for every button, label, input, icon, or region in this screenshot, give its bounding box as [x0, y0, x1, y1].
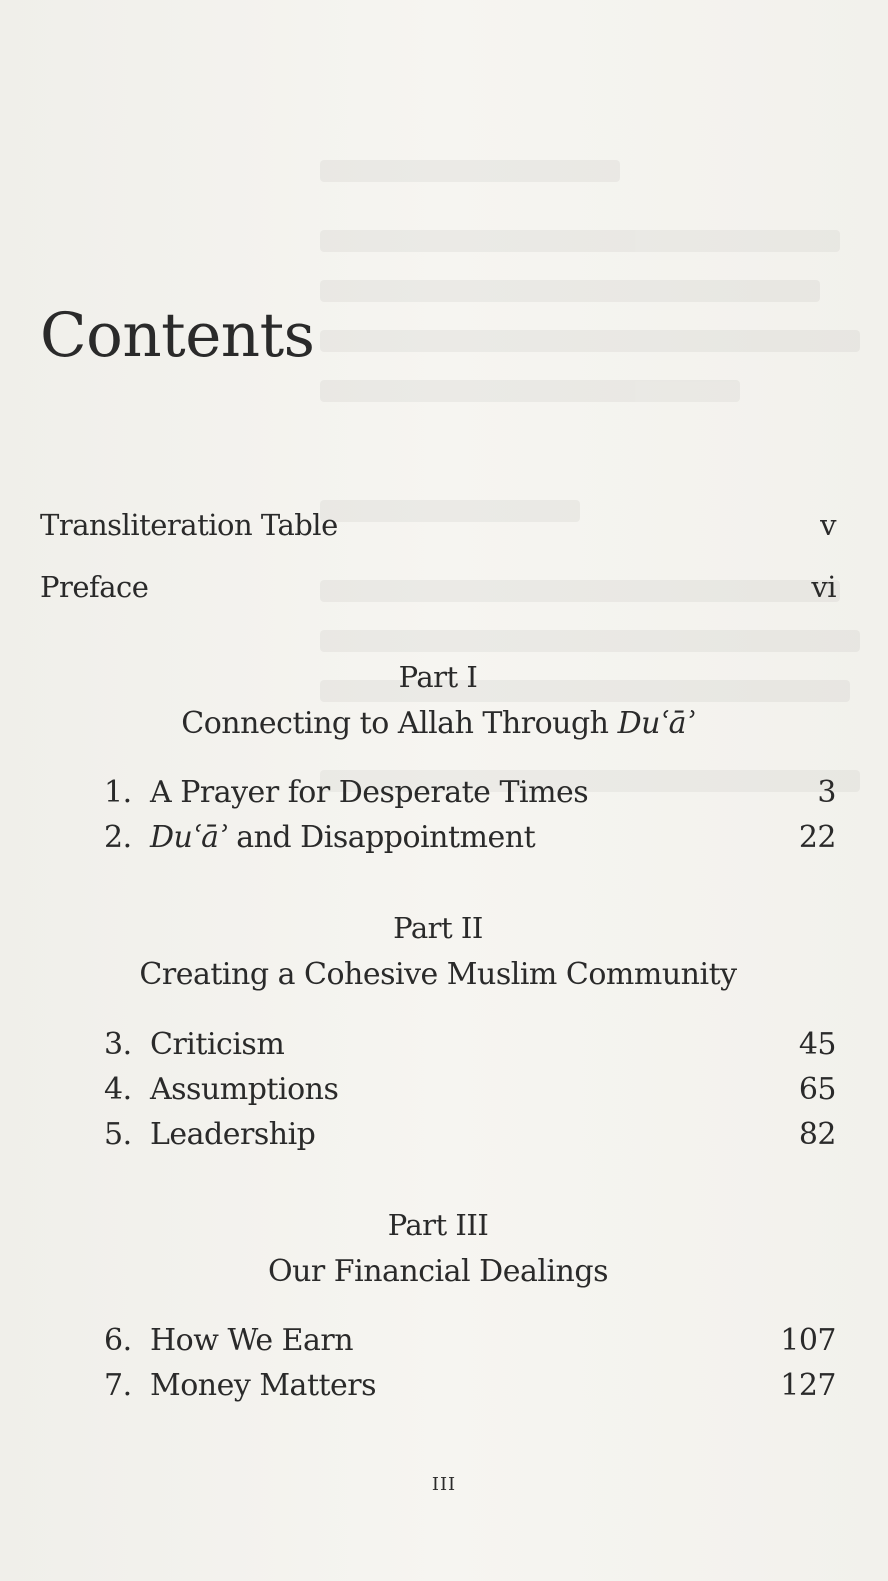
- part-title: Creating a Cohesive Muslim Community: [139, 957, 737, 992]
- chapter-title: Money Matters: [150, 1368, 377, 1403]
- chapter-number: 6.: [104, 1323, 132, 1358]
- chapter-title-italic: Duʿāʾ: [150, 820, 228, 855]
- toc-entry-preface[interactable]: [40, 570, 836, 604]
- chapter-title: A Prayer for Desperate Times: [150, 775, 589, 810]
- chapter-number: 2.: [104, 820, 132, 855]
- chapter-number: 5.: [104, 1117, 132, 1152]
- toc-entry-chapter-6[interactable]: [104, 1323, 836, 1358]
- part-title: Our Financial Dealings: [268, 1254, 608, 1289]
- part-title: [40, 706, 836, 741]
- page-title: Contents: [40, 300, 315, 371]
- chapter-title: and Disappointment: [227, 820, 536, 855]
- chapter-page: 3: [817, 775, 836, 810]
- toc-entry-chapter-4[interactable]: [104, 1072, 836, 1107]
- toc-entry-chapter-2[interactable]: [104, 820, 836, 855]
- chapter-page: 65: [798, 1072, 836, 1107]
- chapter-number: 4.: [104, 1072, 132, 1107]
- chapter-number: 7.: [104, 1368, 132, 1403]
- chapter-number: 3.: [104, 1027, 132, 1062]
- toc-entry-label: Transliteration Table: [40, 508, 338, 542]
- part-title-text: Connecting to Allah Through: [181, 706, 609, 741]
- part-number: Part III: [387, 1208, 489, 1242]
- chapter-title: How We Earn: [150, 1323, 354, 1358]
- page-folio: III: [431, 1474, 457, 1495]
- toc-entry-chapter-5[interactable]: [104, 1117, 836, 1152]
- chapter-number: 1.: [104, 775, 132, 810]
- part-number: Part I: [398, 660, 478, 694]
- chapter-title: Assumptions: [150, 1072, 339, 1107]
- toc-entry-transliteration[interactable]: [40, 508, 836, 542]
- part-title-italic: Duʿāʾ: [617, 706, 695, 741]
- chapter-title: Criticism: [150, 1027, 285, 1062]
- chapter-title: Leadership: [150, 1117, 316, 1152]
- chapter-page: 22: [798, 820, 836, 855]
- toc-entry-chapter-1[interactable]: [104, 775, 836, 810]
- part-number: Part II: [393, 911, 483, 945]
- toc-entry-chapter-3[interactable]: [104, 1027, 836, 1062]
- chapter-page: 45: [798, 1027, 836, 1062]
- toc-entry-page: v: [820, 508, 836, 542]
- toc-entry-page: vi: [811, 570, 836, 604]
- toc-entry-chapter-7[interactable]: [104, 1368, 836, 1403]
- chapter-page: 82: [798, 1117, 836, 1152]
- chapter-page: 107: [780, 1323, 836, 1358]
- chapter-page: 127: [780, 1368, 836, 1403]
- toc-entry-label: Preface: [40, 570, 149, 604]
